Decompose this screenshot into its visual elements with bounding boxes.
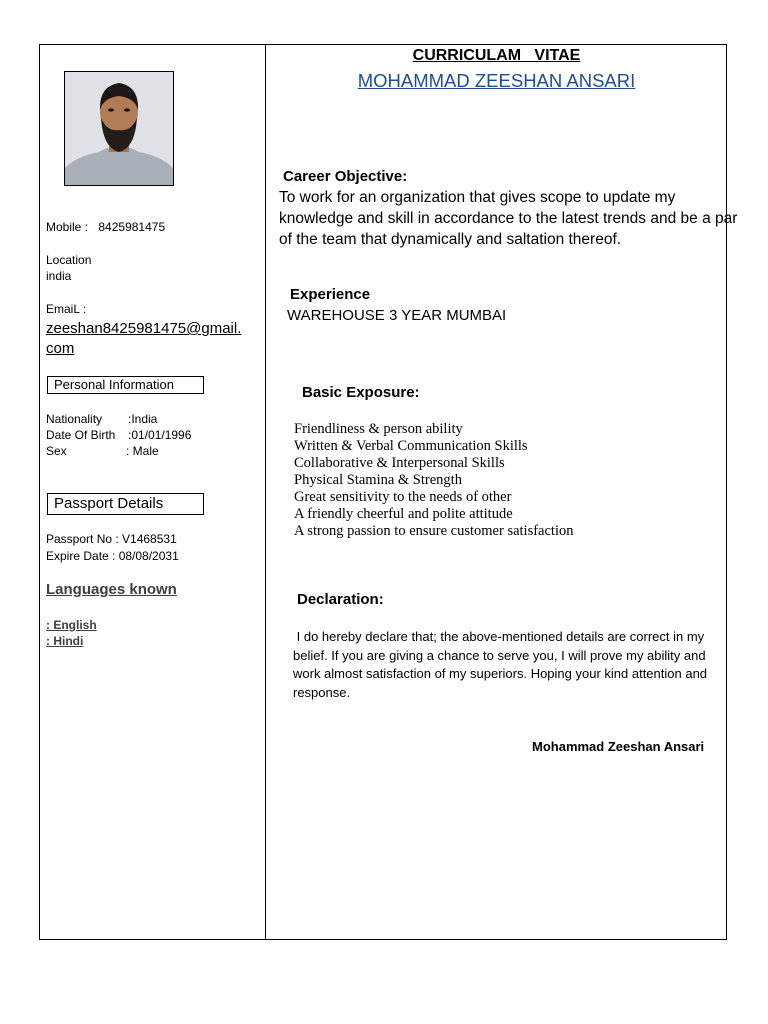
declaration-line-2: belief. If you are giving a chance to serve you, I will prove my ability and: [293, 647, 706, 663]
mobile-row: [46, 219, 165, 235]
basic-exposure-heading: Basic Exposure:: [302, 384, 420, 401]
exposure-item: A friendly cheerful and polite attitude: [294, 506, 513, 522]
career-objective-text: [279, 187, 768, 250]
languages-heading: Languages known: [46, 581, 177, 598]
declaration-text: [293, 628, 768, 702]
exposure-item: Written & Verbal Communication Skills: [294, 438, 528, 454]
exposure-item: A strong passion to ensure customer satisfaction: [294, 523, 574, 539]
language-item: : English: [46, 618, 97, 632]
career-line-2: knowledge and skill in accordance to the latest trends and be a par: [279, 210, 738, 227]
exposure-list: [294, 421, 573, 540]
sex-value: : Male: [126, 444, 159, 458]
nationality-value: :India: [128, 412, 158, 426]
exposure-item: Friendliness & person ability: [294, 421, 463, 437]
career-line-3: of the team that dynamically and saltation thereof.: [279, 231, 622, 248]
sex-row: [46, 443, 159, 459]
exposure-item: Great sensitivity to the needs of other: [294, 489, 512, 505]
signature-name: Mohammad Zeeshan Ansari: [532, 739, 705, 754]
experience-value: WAREHOUSE 3 YEAR MUMBAI: [287, 307, 507, 324]
language-item: : Hindi: [46, 634, 84, 648]
declaration-heading: Declaration:: [297, 591, 384, 608]
declaration-line-3: work almost satisfaction of my superiors. Hoping your kind attention and: [293, 666, 708, 681]
location-label: Location: [46, 253, 92, 267]
experience-heading: Experience: [290, 286, 371, 303]
mobile-value: 8425981475: [98, 220, 166, 234]
passport-number: Passport No : V1468531: [46, 532, 177, 546]
career-objective-heading: Career Objective:: [283, 168, 408, 185]
email-line-2: com: [46, 340, 75, 357]
location-value: india: [46, 269, 72, 283]
dob-row: [46, 427, 191, 443]
exposure-item: Physical Stamina & Strength: [294, 472, 462, 488]
passport-heading: Passport Details: [47, 493, 204, 515]
email-label: EmaiL :: [46, 302, 87, 316]
profile-photo: [64, 71, 174, 186]
personal-info-heading: Personal Information: [47, 376, 204, 394]
exposure-item: Collaborative & Interpersonal Skills: [294, 455, 505, 471]
dob-label: Date Of Birth: [46, 428, 116, 442]
column-divider: [265, 44, 266, 940]
declaration-line-4: response.: [293, 684, 351, 700]
email-line-1: zeeshan8425981475@gmail.: [46, 320, 242, 337]
mobile-label: Mobile :: [46, 220, 89, 234]
dob-value: :01/01/1996: [128, 428, 192, 442]
passport-expire: Expire Date : 08/08/2031: [46, 549, 179, 563]
nationality-row: [46, 411, 157, 427]
email-link[interactable]: [46, 319, 241, 359]
sex-label: Sex: [46, 444, 67, 458]
candidate-name: MOHAMMAD ZEESHAN ANSARI: [357, 70, 636, 91]
career-line-1: To work for an organization that gives scope to update my: [279, 189, 676, 206]
document-title: CURRICULAM VITAE: [412, 47, 581, 64]
declaration-line-1: I do hereby declare that; the above-mentioned details are correct in my: [293, 629, 705, 644]
nationality-label: Nationality: [46, 412, 103, 426]
